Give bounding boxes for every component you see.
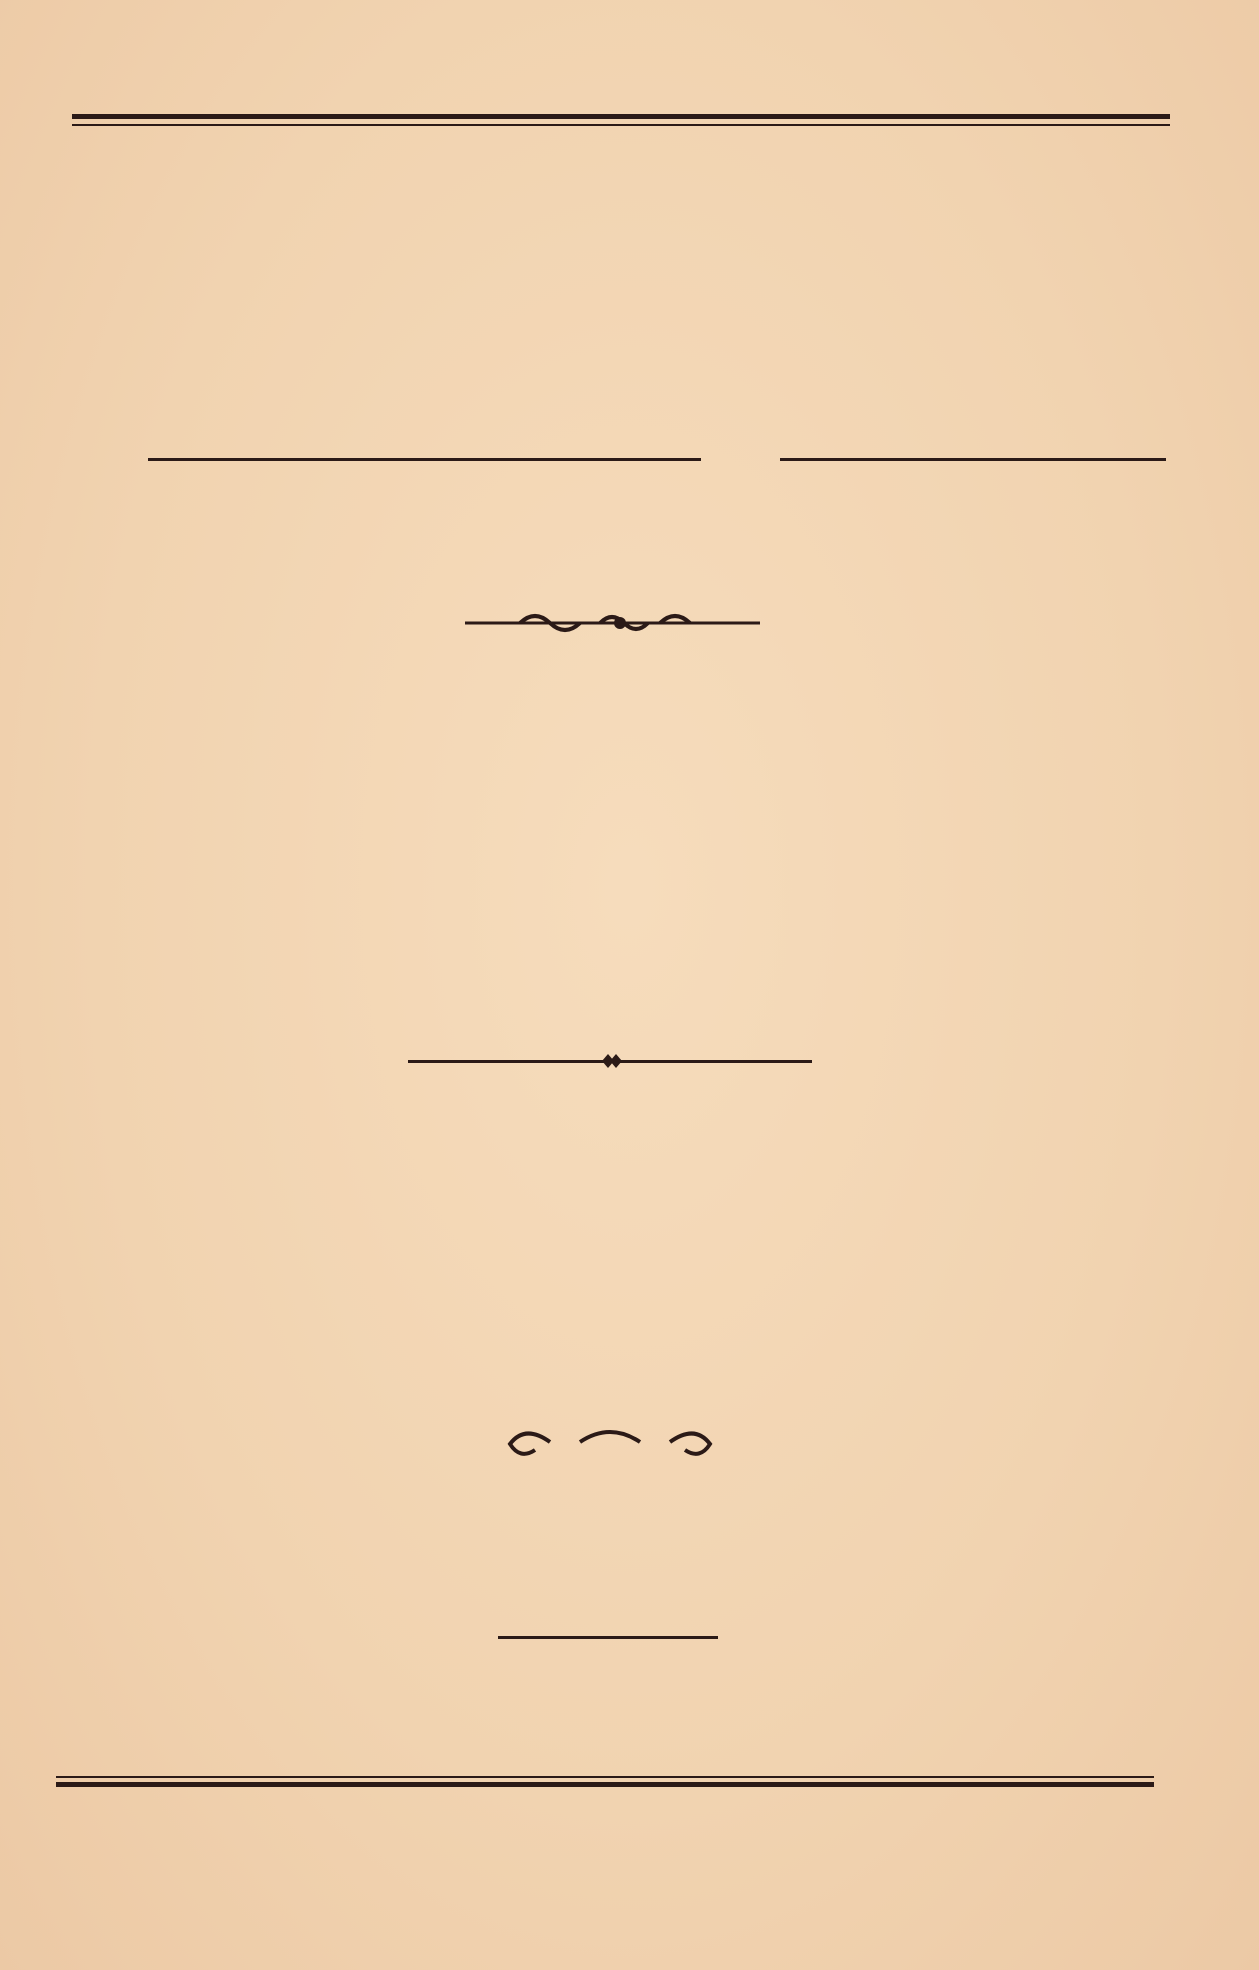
bottom-rule bbox=[56, 1782, 1154, 1787]
peacock-fan-icon-row bbox=[0, 18, 1259, 128]
top-rule-thin bbox=[72, 124, 1170, 126]
bottom-ornament-row bbox=[0, 1792, 1259, 1902]
underline-right bbox=[780, 458, 1166, 461]
divider-diamond-icon bbox=[600, 1051, 624, 1071]
wave-flourish-icon bbox=[250, 1412, 970, 1462]
scroll-flourish-icon bbox=[460, 608, 780, 638]
peacock-fan-icon-row-bottom bbox=[0, 1792, 1259, 1902]
underline-left bbox=[148, 458, 701, 461]
divider-address bbox=[498, 1636, 718, 1639]
bottom-rule-thin bbox=[56, 1776, 1154, 1778]
top-rule bbox=[72, 114, 1170, 119]
top-ornament-row bbox=[0, 18, 1259, 128]
